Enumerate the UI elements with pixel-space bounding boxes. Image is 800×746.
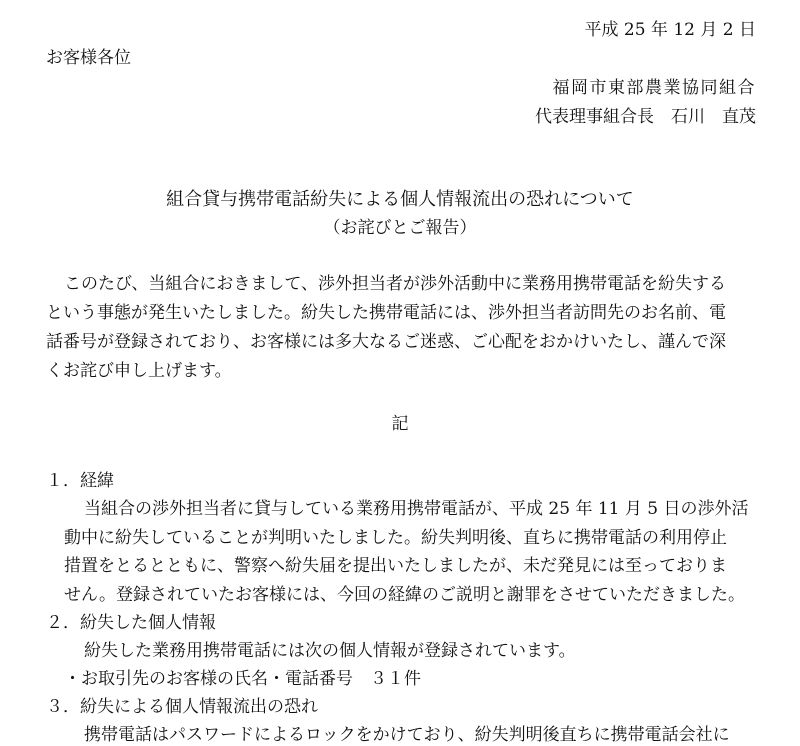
section-1-line-3: 措置をとるとともに、警察へ紛失届を提出いたしましたが、未だ発見には至っておりま bbox=[64, 556, 727, 576]
document-subtitle: （お詫びとご報告） bbox=[323, 218, 477, 238]
intro-line-3: 話番号が登録されており、お客様には多大なるご迷惑、ご心配をおかけいたし、謹んで深 bbox=[46, 332, 726, 352]
organization-name: 福岡市東部農業協同組合 bbox=[552, 78, 756, 98]
ki-marker: 記 bbox=[391, 414, 409, 434]
section-1-heading: １．経緯 bbox=[46, 471, 114, 491]
section-3-line-1: 携帯電話はパスワードによるロックをかけており、紛失判明後直ちに携帯電話会社に bbox=[84, 725, 730, 745]
document-date: 平成 25 年 12 月 2 日 bbox=[584, 20, 756, 40]
document-title: 組合貸与携帯電話紛失による個人情報流出の恐れについて bbox=[166, 189, 634, 210]
intro-line-1: このたび、当組合におきまして、渉外担当者が渉外活動中に業務用携帯電話を紛失する bbox=[64, 274, 726, 294]
section-1-line-2: 動中に紛失していることが判明いたしました。紛失判明後、直ちに携帯電話の利用停止 bbox=[64, 528, 727, 548]
section-1-line-4: せん。登録されていたお客様には、今回の経緯のご説明と謝罪をさせていただきました。 bbox=[64, 585, 746, 605]
section-2-bullet: ・お取引先のお客様の氏名・電話番号 ３１件 bbox=[64, 669, 421, 689]
representative-name: 代表理事組合長 石川 直茂 bbox=[535, 107, 756, 127]
intro-line-2: という事態が発生いたしました。紛失した携帯電話には、渉外担当者訪問先のお名前、電 bbox=[46, 303, 726, 323]
section-1-line-1: 当組合の渉外担当者に貸与している業務用携帯電話が、平成 25 年 11 月 5 日の渉外活 bbox=[84, 499, 749, 519]
section-3-heading: ３．紛失による個人情報流出の恐れ bbox=[46, 697, 318, 717]
section-2-heading: ２．紛失した個人情報 bbox=[46, 613, 216, 633]
recipient: お客様各位 bbox=[46, 48, 131, 68]
intro-line-4: くお詫び申し上げます。 bbox=[46, 361, 232, 381]
section-2-line-1: 紛失した業務用携帯電話には次の個人情報が登録されています。 bbox=[84, 641, 576, 661]
